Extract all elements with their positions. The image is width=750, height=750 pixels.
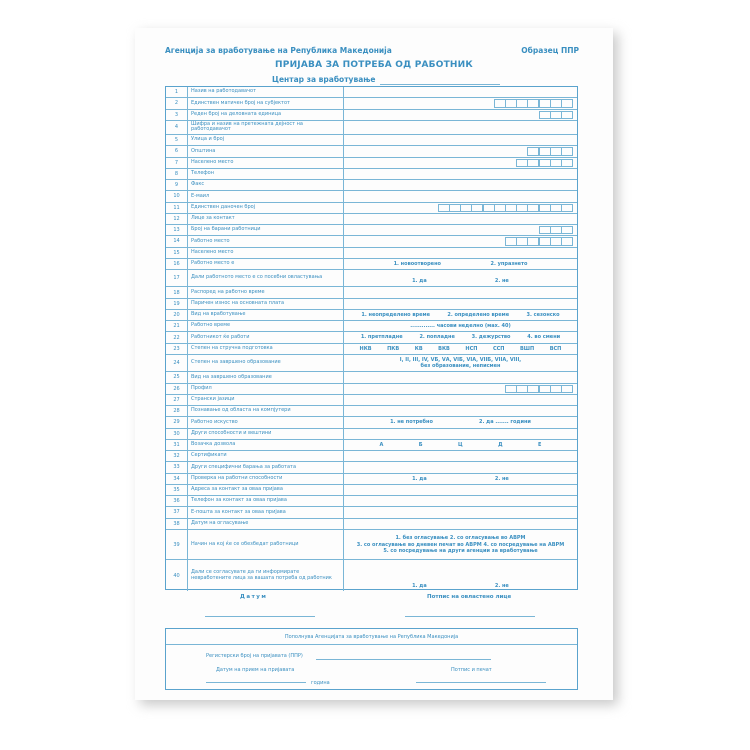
row-value-field[interactable]	[343, 191, 577, 201]
form-row-7	[166, 158, 577, 169]
row-label: Начин на кој ќе се обезбедат работници	[191, 540, 299, 547]
code-box[interactable]	[505, 237, 517, 245]
row-value-field[interactable]	[343, 474, 577, 484]
row-number: 3	[166, 110, 188, 120]
form-row-38	[166, 519, 577, 530]
row-number: 14	[166, 236, 188, 246]
year-suffix: година	[311, 680, 330, 686]
option-label: 1. неопределено време	[361, 311, 430, 318]
row-value-field[interactable]	[343, 158, 577, 168]
row-label: Е-маил	[191, 192, 210, 199]
code-boxes[interactable]	[539, 226, 573, 234]
code-box[interactable]	[449, 204, 461, 212]
row-label: Степен на завршено образование	[191, 359, 281, 366]
code-boxes[interactable]	[506, 237, 573, 245]
row-value-field[interactable]	[343, 462, 577, 472]
row-label: Вид на завршено образование	[191, 373, 272, 380]
option-label: 4. во смени	[527, 334, 561, 341]
row-label: Степен на стручна подготовка	[191, 344, 273, 351]
form-row-23	[166, 344, 577, 355]
row-label: Странски јазици	[191, 396, 235, 403]
row-number: 27	[166, 395, 188, 405]
row-number: 9	[166, 180, 188, 190]
form-row-3	[166, 110, 577, 121]
code-boxes[interactable]	[528, 147, 573, 155]
form-row-19	[166, 299, 577, 310]
code-box[interactable]	[527, 99, 539, 107]
option-label: Е	[538, 441, 542, 448]
row-number: 21	[166, 321, 188, 331]
option-label: 2. да ....... години	[479, 419, 531, 426]
code-box[interactable]	[494, 99, 506, 107]
row-label: Населено место	[191, 158, 234, 165]
code-box[interactable]	[561, 147, 573, 155]
signature-stamp-label: Потпис и печат	[451, 667, 492, 673]
row-number: 35	[166, 485, 188, 495]
form-row-26	[166, 384, 577, 395]
row-number: 5	[166, 135, 188, 145]
code-boxes[interactable]	[517, 159, 573, 167]
option-label: 2. упразнето	[490, 260, 528, 267]
code-box[interactable]	[516, 159, 528, 167]
code-box[interactable]	[527, 204, 539, 212]
row-label: Дали се согласувате да ги информирате невработените лица за вашата потреба од работник	[191, 568, 332, 581]
row-value-field[interactable]	[343, 395, 577, 405]
code-box[interactable]	[561, 99, 573, 107]
code-boxes[interactable]	[495, 99, 573, 107]
option-label: Ц	[458, 441, 463, 448]
row-label: Работно искуство	[191, 418, 238, 425]
form-row-31	[166, 440, 577, 451]
code-box[interactable]	[550, 237, 562, 245]
row-label: Проверка на работни способности	[191, 474, 283, 481]
option-label: А	[379, 441, 384, 448]
row-label: Факс	[191, 181, 205, 188]
row-number: 22	[166, 332, 188, 342]
row-value-field[interactable]	[343, 332, 577, 342]
code-box[interactable]	[527, 159, 539, 167]
option-label: 2. не	[494, 278, 509, 285]
form-row-4	[166, 121, 577, 135]
row-value-field[interactable]	[343, 519, 577, 529]
date-received-line	[206, 682, 306, 683]
employment-center-label: Центар за вработување	[272, 75, 376, 84]
row-label: Телефон	[191, 170, 215, 177]
option-label: 1. да	[412, 278, 427, 285]
row-label: Единствен матичен број на субјектот	[191, 99, 290, 106]
row-number: 23	[166, 344, 188, 354]
row-value-field[interactable]	[343, 321, 577, 331]
agency-use-heading: Пополнува Агенцијата за вработување на Република Македонија	[166, 629, 577, 645]
option-label: ............. часови неделно (мах. 40)	[410, 323, 511, 330]
form-row-22	[166, 332, 577, 343]
row-value-field[interactable]	[343, 135, 577, 145]
row-value-field[interactable]	[343, 121, 577, 134]
row-number: 11	[166, 203, 188, 213]
code-box[interactable]	[550, 385, 562, 393]
code-box[interactable]	[561, 226, 573, 234]
row-value-field[interactable]	[343, 225, 577, 235]
signature-line	[405, 616, 535, 617]
row-label: Датум на огласување	[191, 519, 249, 526]
code-boxes[interactable]	[439, 204, 573, 212]
option-label: КВ	[414, 345, 423, 352]
date-line	[205, 616, 315, 617]
date-label: Датум	[240, 594, 268, 600]
row-value-field[interactable]	[343, 98, 577, 108]
row-label: Паричен износ на основната плата	[191, 299, 285, 306]
row-number: 15	[166, 248, 188, 258]
row-value-field[interactable]	[343, 406, 577, 416]
row-number: 40	[166, 560, 188, 591]
row-number: 7	[166, 158, 188, 168]
code-boxes[interactable]	[539, 111, 573, 119]
row-value-field[interactable]	[343, 440, 577, 450]
code-box[interactable]	[505, 385, 517, 393]
option-label: ВШП	[520, 345, 535, 352]
row-label: Назив на работодавачот	[191, 88, 256, 95]
row-number: 13	[166, 225, 188, 235]
option-label: 2. определено време	[447, 311, 510, 318]
form-row-15	[166, 248, 577, 259]
option-label: 1. претпладне	[360, 334, 403, 341]
row-label: Телефон за контакт за оваа пријава	[191, 497, 287, 504]
code-box[interactable]	[527, 147, 539, 155]
option-label: 5. со посредување на други агенции за вработување	[383, 547, 538, 554]
row-label: Населено место	[191, 248, 234, 255]
row-value-field[interactable]	[343, 236, 577, 246]
code-box[interactable]	[550, 147, 562, 155]
form-row-24	[166, 355, 577, 372]
row-value-field[interactable]	[343, 530, 577, 560]
row-label: Улица и број	[191, 136, 225, 143]
form-row-40	[166, 560, 577, 591]
row-number: 1	[166, 87, 188, 97]
code-box[interactable]	[539, 99, 551, 107]
code-box[interactable]	[471, 204, 483, 212]
row-label: Други специфични барања за работата	[191, 463, 297, 470]
row-number: 34	[166, 474, 188, 484]
form-row-6	[166, 146, 577, 157]
code-box[interactable]	[550, 204, 562, 212]
form-row-8	[166, 169, 577, 180]
row-label: Дали работното место е со посебни овластувања	[191, 274, 323, 281]
row-label: Шифра и назив на претежната дејност на работодавачот	[191, 120, 303, 133]
code-boxes[interactable]	[506, 385, 573, 393]
option-label: Б	[418, 441, 423, 448]
code-box[interactable]	[539, 204, 551, 212]
option-label: 2. не	[494, 475, 509, 482]
code-box[interactable]	[460, 204, 472, 212]
form-row-20	[166, 310, 577, 321]
row-label: Работникот ќе работи	[191, 333, 250, 340]
row-number: 30	[166, 429, 188, 439]
row-number: 33	[166, 462, 188, 472]
row-number: 12	[166, 214, 188, 224]
option-label: Д	[498, 441, 503, 448]
row-number: 2	[166, 98, 188, 108]
row-number: 28	[166, 406, 188, 416]
signature-stamp-line	[416, 682, 546, 683]
code-box[interactable]	[494, 204, 506, 212]
row-number: 29	[166, 417, 188, 427]
row-value-field[interactable]	[343, 299, 577, 309]
row-label: Број на барани работници	[191, 226, 261, 233]
form-row-16	[166, 259, 577, 270]
row-value-field[interactable]	[343, 355, 577, 371]
form-row-13	[166, 225, 577, 236]
row-number: 26	[166, 384, 188, 394]
option-label: 3. сезонско	[526, 311, 560, 318]
form-row-9	[166, 180, 577, 191]
row-value-field[interactable]	[343, 310, 577, 320]
row-label: Возачка дозвола	[191, 441, 236, 448]
row-label: Единствен даночен број	[191, 203, 256, 210]
row-value-field[interactable]	[343, 496, 577, 506]
option-label: 3. дежурство	[471, 334, 511, 341]
date-received-label: Датум на прием на пријавата	[216, 667, 295, 673]
option-label: без образование, неписмен	[420, 363, 501, 370]
form-row-37	[166, 507, 577, 518]
row-value-field[interactable]	[343, 417, 577, 427]
row-label: Лице за контакт	[191, 215, 235, 222]
code-box[interactable]	[438, 204, 450, 212]
code-box[interactable]	[505, 99, 517, 107]
row-label: Работно место	[191, 237, 230, 244]
row-number: 24	[166, 355, 188, 371]
code-box[interactable]	[483, 204, 495, 212]
form-row-28	[166, 406, 577, 417]
form-row-39	[166, 530, 577, 561]
code-box[interactable]	[550, 111, 562, 119]
option-label: НСП	[465, 345, 478, 352]
row-value-field[interactable]	[343, 248, 577, 258]
row-value-field[interactable]	[343, 485, 577, 495]
row-value-field[interactable]	[343, 560, 577, 591]
option-label: ССП	[492, 345, 505, 352]
code-box[interactable]	[505, 204, 517, 212]
code-box[interactable]	[516, 204, 528, 212]
code-box[interactable]	[527, 237, 539, 245]
form-row-35	[166, 485, 577, 496]
code-box[interactable]	[539, 237, 551, 245]
row-value-field[interactable]	[343, 180, 577, 190]
option-label: I, II, III, IV, VБ, VА, VIБ, VIА, VIIБ, VIIА, VIII,	[399, 356, 522, 363]
row-number: 32	[166, 451, 188, 461]
code-box[interactable]	[561, 237, 573, 245]
form-row-14	[166, 236, 577, 247]
form-row-32	[166, 451, 577, 462]
row-value-field[interactable]	[343, 384, 577, 394]
row-label: Адреса за контакт за оваа пријава	[191, 486, 283, 493]
row-number: 38	[166, 519, 188, 529]
form-code: Образец ППР	[521, 46, 579, 55]
row-value-field[interactable]	[343, 87, 577, 97]
form-row-33	[166, 462, 577, 473]
form-sheet	[135, 28, 613, 700]
code-box[interactable]	[539, 111, 551, 119]
row-value-field[interactable]	[343, 146, 577, 156]
code-box[interactable]	[539, 147, 551, 155]
code-box[interactable]	[550, 226, 562, 234]
code-box[interactable]	[516, 99, 528, 107]
row-number: 16	[166, 259, 188, 269]
form-row-12	[166, 214, 577, 225]
row-number: 6	[166, 146, 188, 156]
row-label: Е-пошта за контакт за оваа пријава	[191, 508, 286, 515]
row-label: Работно време	[191, 322, 231, 329]
form-row-36	[166, 496, 577, 507]
option-label: 1. не потребно	[390, 419, 433, 426]
row-value-field[interactable]	[343, 451, 577, 461]
row-label: Сертификати	[191, 452, 227, 459]
form-title: ПРИЈАВА ЗА ПОТРЕБА ОД РАБОТНИК	[275, 60, 473, 70]
row-number: 37	[166, 507, 188, 517]
row-value-field[interactable]	[343, 344, 577, 354]
row-label: Познавање од областа на компјутери	[191, 407, 291, 414]
agency-name: Агенција за вработување на Република Македонија	[165, 46, 392, 55]
registration-number-line	[316, 659, 491, 660]
code-box[interactable]	[561, 159, 573, 167]
option-label: 1. без огласување 2. со огласување во АВРМ	[395, 535, 526, 542]
form-row-11	[166, 203, 577, 214]
row-number: 10	[166, 191, 188, 201]
code-box[interactable]	[539, 385, 551, 393]
form-row-30	[166, 429, 577, 440]
code-box[interactable]	[561, 111, 573, 119]
form-row-27	[166, 395, 577, 406]
option-label: ВСП	[549, 345, 562, 352]
row-value-field[interactable]	[343, 169, 577, 179]
row-number: 18	[166, 287, 188, 297]
row-value-field[interactable]	[343, 259, 577, 269]
row-label: Општина	[191, 147, 216, 154]
row-label: Распоред на работно време	[191, 288, 265, 295]
row-value-field[interactable]	[343, 287, 577, 297]
form-row-17	[166, 270, 577, 287]
row-value-field[interactable]	[343, 372, 577, 382]
form-row-1	[166, 87, 577, 98]
form-row-2	[166, 98, 577, 109]
row-number: 8	[166, 169, 188, 179]
form-row-25	[166, 372, 577, 383]
row-number: 20	[166, 310, 188, 320]
row-value-field[interactable]	[343, 214, 577, 224]
code-box[interactable]	[539, 159, 551, 167]
row-label: Други способности и вештини	[191, 429, 272, 436]
row-label: Вид на вработување	[191, 311, 246, 318]
employment-center-line	[380, 84, 500, 85]
option-label: 2. не	[494, 582, 509, 589]
row-number: 17	[166, 270, 188, 286]
row-number: 25	[166, 372, 188, 382]
option-label: 3. со огласување во дневен печат во АВРМ 4. со посредување на АВРМ	[356, 541, 565, 548]
row-label: Профил	[191, 384, 212, 391]
option-label: ВКВ	[438, 345, 450, 352]
registration-number-label: Регистерски број на пријавата (ППР)	[206, 653, 303, 659]
form-table	[165, 86, 578, 590]
form-row-21	[166, 321, 577, 332]
signature-label: Потпис на овластено лице	[427, 594, 512, 600]
code-box[interactable]	[516, 237, 528, 245]
code-box[interactable]	[561, 385, 573, 393]
option-label: НКВ	[359, 345, 372, 352]
code-box[interactable]	[550, 99, 562, 107]
row-value-field[interactable]	[343, 507, 577, 517]
form-row-29	[166, 417, 577, 428]
agency-use-box	[165, 628, 578, 690]
form-row-34	[166, 474, 577, 485]
row-label: Работно место е	[191, 260, 235, 267]
row-label: Реден број на деловната единица	[191, 110, 282, 117]
row-number: 36	[166, 496, 188, 506]
code-box[interactable]	[527, 385, 539, 393]
code-box[interactable]	[550, 159, 562, 167]
option-label: 2. попладне	[419, 334, 455, 341]
row-number: 4	[166, 121, 188, 134]
row-number: 19	[166, 299, 188, 309]
row-number: 39	[166, 530, 188, 560]
row-value-field[interactable]	[343, 110, 577, 120]
form-row-10	[166, 191, 577, 202]
code-box[interactable]	[539, 226, 551, 234]
row-number: 31	[166, 440, 188, 450]
code-box[interactable]	[516, 385, 528, 393]
form-row-5	[166, 135, 577, 146]
option-label: 1. да	[412, 475, 427, 482]
form-row-18	[166, 287, 577, 298]
option-label: ПКВ	[387, 345, 400, 352]
option-label: 1. да	[412, 582, 427, 589]
code-box[interactable]	[561, 204, 573, 212]
row-value-field[interactable]	[343, 270, 577, 286]
row-value-field[interactable]	[343, 203, 577, 213]
option-label: 1. новоотворено	[393, 260, 441, 267]
row-value-field[interactable]	[343, 429, 577, 439]
